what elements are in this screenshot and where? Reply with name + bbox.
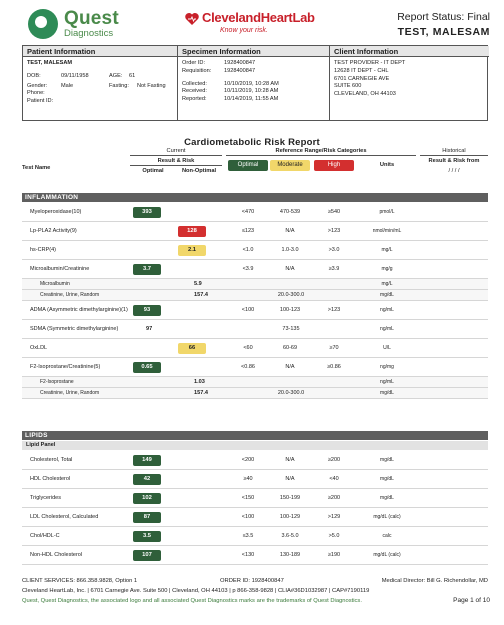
dob-label: DOB: [27, 72, 41, 79]
units: mg/dL [380, 457, 394, 463]
units: mg/g [381, 266, 393, 272]
range-high [314, 290, 354, 300]
footer-order-id: ORDER ID: 1928400847 [220, 578, 284, 584]
units: mg/dL (calc) [373, 552, 401, 558]
table-row [22, 358, 488, 377]
patient-name: TEST, MALESAM [27, 60, 73, 66]
range-moderate: 20.0-300.0 [277, 390, 305, 396]
report-title: Cardiometabolic Risk Report [184, 137, 320, 148]
phone-label: Phone: [27, 90, 45, 97]
range-high: ≥3.9 [328, 266, 340, 272]
col-non-optimal: Non-Optimal [181, 168, 217, 174]
range-moderate: N/A [285, 476, 295, 482]
subsection-lipid-panel: Lipid Panel [22, 441, 488, 450]
quest-logo-mark-icon [28, 9, 58, 39]
test-name: HDL Cholesterol [30, 475, 71, 482]
range-optimal: <100 [241, 307, 255, 313]
client-line-1: TEST PROVIDER - IT DEPT [334, 60, 406, 66]
units: mg/dL (calc) [373, 514, 401, 520]
test-name: Myeloperoxidase(10) [30, 208, 82, 215]
range-moderate: N/A [285, 266, 295, 272]
footer-client-services: CLIENT SERVICES: 866.358.9828, Option 1 [22, 578, 138, 584]
range-moderate: N/A [285, 228, 295, 234]
report-header [0, 0, 504, 44]
range-optimal: ≤3.5 [242, 533, 254, 539]
test-name: LDL Cholesterol, Calculated [30, 513, 99, 520]
range-high: ≥70 [329, 345, 339, 351]
test-name: ADMA (Asymmetric dimethylarginine)(1) [30, 306, 128, 313]
order-id-value: 1928400847 [224, 60, 256, 66]
test-name: F2-Isoprostane/Creatinine(5) [30, 363, 101, 370]
table-row [22, 290, 488, 301]
chl-logo-name: ClevelandHeartLab [202, 10, 315, 25]
section-inflammation: INFLAMMATION [22, 193, 488, 202]
range-high: >5.0 [328, 533, 340, 539]
units: ng/mL [380, 326, 394, 332]
col-test-name: Test Name [22, 165, 51, 171]
table-row [22, 320, 488, 339]
client-line-2: 12628 IT DEPT - CHL [334, 67, 389, 74]
range-optimal: <470 [241, 209, 255, 215]
optimal-result-badge: 3.5 [133, 531, 161, 542]
range-moderate: 470-539 [279, 209, 301, 215]
test-name: Triglycerides [30, 494, 61, 501]
received-label: Received: [182, 88, 207, 95]
table-row [22, 241, 488, 260]
test-name: F2-Isoprostane [40, 378, 74, 385]
client-line-5: CLEVELAND, OH 44103 [334, 91, 396, 98]
table-row [22, 339, 488, 358]
range-moderate: 73-135 [282, 326, 300, 332]
table-row [22, 546, 488, 565]
heart-icon [184, 11, 200, 27]
order-id-label: Order ID: [182, 60, 206, 66]
gender-value: Male [61, 82, 74, 89]
table-row [22, 279, 488, 290]
range-moderate: 1.0-3.0 [281, 247, 299, 253]
range-high [314, 320, 354, 338]
client-line-3: 6701 CARNEGIE AVE [334, 75, 390, 82]
quest-logo [28, 7, 158, 41]
range-moderate: 60-69 [282, 345, 298, 351]
test-name: Non-HDL Cholesterol [30, 551, 83, 558]
moderate-result-badge: 2.1 [178, 245, 206, 256]
table-row [22, 260, 488, 279]
quest-logo-sub: Diagnostics [64, 28, 114, 39]
reported-label: Reported: [182, 96, 207, 103]
range-moderate: N/A [285, 457, 295, 463]
range-optimal: <100 [241, 514, 255, 520]
col-reference: Reference Range/Risk Categories [275, 148, 367, 154]
units: mg/L [381, 281, 393, 287]
footer-trademark: Quest, Quest Diagnostics, the associated logo and all associated Quest Diagnostics marks are the trademarks of Quest Diagnostics. [22, 598, 362, 604]
table-row [22, 508, 488, 527]
range-high: ≥190 [327, 552, 341, 558]
range-high [314, 279, 354, 289]
range-high: >123 [327, 228, 341, 234]
table-row [22, 470, 488, 489]
table-row [22, 527, 488, 546]
units: mg/dL [380, 390, 394, 396]
table-row [22, 222, 488, 241]
range-moderate: 130-189 [279, 552, 301, 558]
units: pmol/L [379, 209, 395, 215]
quest-logo-name: Quest [64, 8, 119, 29]
result-value: 157.4 [194, 292, 208, 298]
col-result-risk-from: Result & Risk from [428, 158, 480, 164]
dob-value: 09/11/1958 [61, 72, 89, 79]
range-optimal: <0.86 [241, 364, 255, 370]
test-name: Chol/HDL-C [30, 532, 60, 539]
optimal-result-badge: 102 [133, 493, 161, 504]
units: ng/mL [380, 379, 394, 385]
units: mg/dL [380, 495, 394, 501]
units: mg/L [381, 247, 393, 253]
range-moderate: 100-123 [279, 307, 301, 313]
result-value: 157.4 [194, 390, 208, 396]
requisition-value: 1928400847 [224, 67, 256, 74]
range-high: >123 [327, 307, 341, 313]
pill-high: High [314, 160, 354, 171]
report-status: Report Status: Final [397, 11, 490, 23]
test-name: SDMA (Symmetric dimethylarginine) [30, 325, 119, 332]
test-name: OxLDL [30, 344, 48, 351]
optimal-result-badge: 107 [133, 550, 161, 561]
table-row [22, 203, 488, 222]
column-headers [22, 148, 488, 190]
table-row [22, 388, 488, 399]
table-row [22, 451, 488, 470]
page-number: Page 1 of 10 [453, 597, 490, 604]
age-value: 61 [129, 72, 136, 79]
col-result-risk: Result & Risk [157, 158, 195, 164]
patient-info-header: Patient Information [23, 46, 177, 57]
range-optimal: <60 [243, 345, 253, 351]
units: ng/mg [380, 364, 394, 370]
age-label: AGE: [109, 72, 123, 79]
optimal-result-badge: 149 [133, 455, 161, 466]
high-result-badge: 128 [178, 226, 206, 237]
units: mg/dL [380, 476, 394, 482]
units: nmol/min/mL [372, 228, 402, 234]
range-optimal: <3.9 [242, 266, 254, 272]
units: U/L [383, 345, 391, 351]
range-optimal: ≤123 [241, 228, 255, 234]
range-optimal: <200 [241, 457, 255, 463]
patient-info [23, 46, 178, 120]
table-row [22, 301, 488, 320]
units: ng/mL [380, 307, 394, 313]
table-row [22, 489, 488, 508]
range-high: ≥200 [327, 495, 341, 501]
pill-optimal: Optimal [228, 160, 268, 171]
col-units: Units [379, 162, 395, 168]
test-name: Creatinine, Urine, Random [40, 389, 100, 396]
range-high: ≥540 [327, 209, 341, 215]
cleveland-heartlab-logo [184, 10, 364, 40]
fasting-label: Fasting: [109, 82, 129, 89]
pill-moderate: Moderate [270, 160, 310, 171]
collected-label: Collected: [182, 80, 207, 87]
range-moderate: N/A [285, 364, 295, 370]
info-panel [22, 45, 488, 121]
fasting-value: Not Fasting [137, 82, 166, 89]
client-info-header: Client Information [330, 46, 489, 57]
optimal-result-badge: 0.65 [133, 362, 161, 373]
section-lipids: LIPIDS [22, 431, 488, 440]
test-name: hs-CRP(4) [30, 246, 56, 253]
requisition-label: Requisition: [182, 67, 212, 74]
result-value: 97 [146, 326, 153, 332]
footer-director: Medical Director: Bill G. Richendollar, MD [381, 578, 488, 584]
optimal-result-badge: 42 [133, 474, 161, 485]
col-current: Current [166, 148, 186, 154]
gender-label: Gender: [27, 82, 48, 89]
optimal-result-badge: 3.7 [133, 264, 161, 275]
col-historical-dates: / / / / [448, 168, 460, 174]
range-high: >3.0 [328, 247, 340, 253]
reported-value: 10/14/2019, 11:55 AM [224, 96, 279, 103]
col-optimal: Optimal [142, 168, 164, 174]
test-name: Creatinine, Urine, Random [40, 291, 100, 298]
range-optimal: <1.0 [242, 247, 254, 253]
test-name: Microalbumin/Creatinine [30, 265, 90, 272]
report-patient-name: TEST, MALESAM [397, 26, 490, 38]
collected-value: 10/10/2019, 10:28 AM [224, 80, 279, 87]
range-moderate: 150-199 [279, 495, 301, 501]
range-high: ≥200 [327, 457, 341, 463]
patient-id-label: Patient ID: [27, 98, 54, 105]
specimen-info-header: Specimen Information [178, 46, 329, 57]
received-value: 10/11/2019, 10:28 AM [224, 88, 279, 95]
table-row [22, 377, 488, 388]
range-optimal: <150 [241, 495, 255, 501]
range-high [314, 388, 354, 398]
range-moderate: 100-129 [279, 514, 301, 520]
test-name: Lp-PLA2 Activity(9) [30, 227, 77, 234]
footer-address: Cleveland HeartLab, Inc. | 6701 Carnegie Ave. Suite 500 | Cleveland, OH 44103 | p 866-358-9828 | CLIA#36D1032987 | CAP#7190119 [22, 588, 370, 594]
client-info [330, 46, 489, 120]
units: mg/dL [380, 292, 394, 298]
optimal-result-badge: 393 [133, 207, 161, 218]
optimal-result-badge: 93 [133, 305, 161, 316]
range-optimal: <130 [241, 552, 255, 558]
range-high [314, 377, 354, 387]
result-value: 5.9 [194, 281, 202, 287]
moderate-result-badge: 66 [178, 343, 206, 354]
col-historical: Historical [442, 148, 466, 154]
result-value: 1.03 [194, 379, 205, 385]
test-name: Microalbumin [40, 280, 70, 287]
client-line-4: SUITE 600 [334, 83, 362, 90]
optimal-result-badge: 87 [133, 512, 161, 523]
footer-line-1 [22, 578, 488, 584]
range-high: <40 [329, 476, 339, 482]
range-moderate: 3.6-5.0 [281, 533, 299, 539]
range-high: ≥0.86 [327, 364, 341, 370]
chl-logo-tagline: Know your risk. [220, 27, 268, 34]
specimen-info [178, 46, 330, 120]
range-moderate: 20.0-300.0 [277, 292, 305, 298]
range-high: >129 [327, 514, 341, 520]
units: calc [382, 533, 392, 539]
range-optimal: ≥40 [243, 476, 253, 482]
test-name: Cholesterol, Total [30, 456, 73, 463]
